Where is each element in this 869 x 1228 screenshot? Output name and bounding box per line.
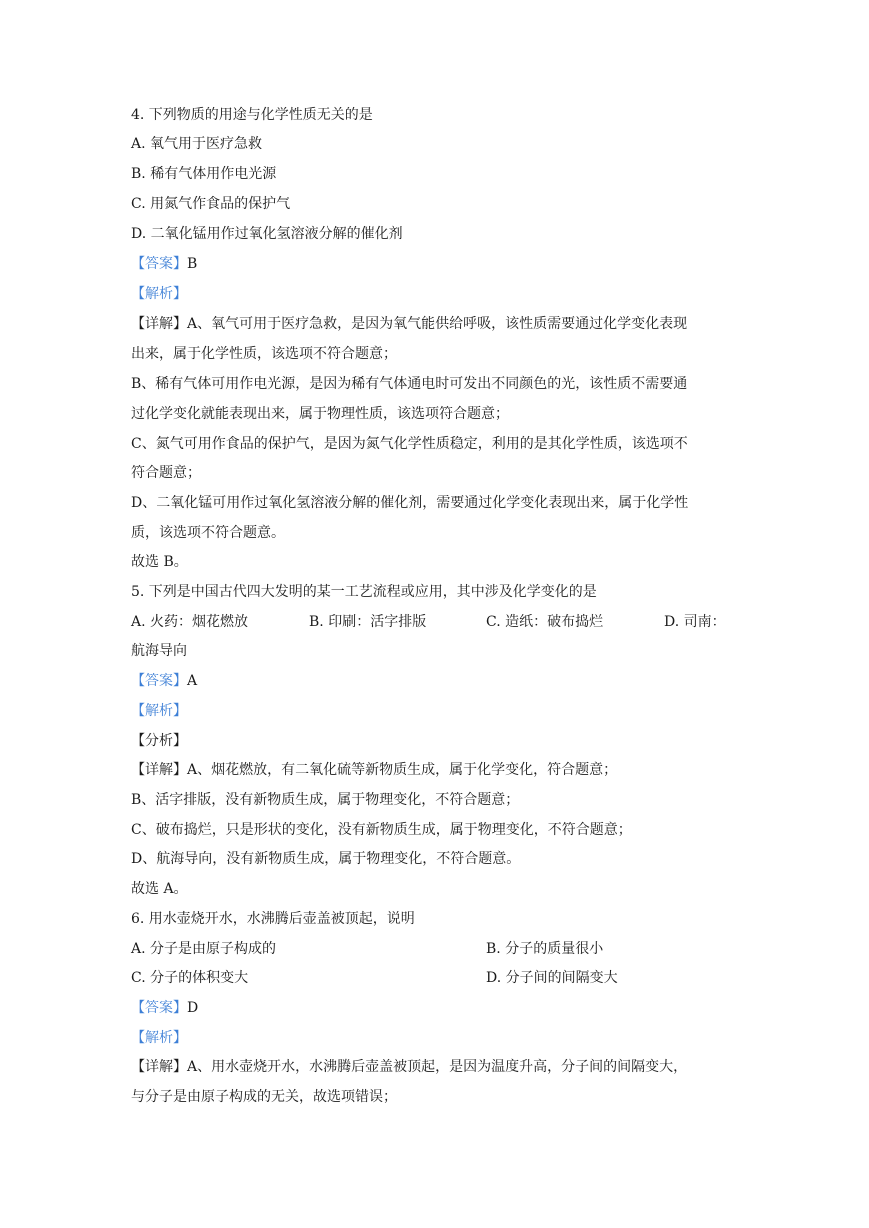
q4-detail-line: C、氮气可用作食品的保护气，是因为氮气化学性质稳定，利用的是其化学性质，该选项不 <box>131 436 688 452</box>
q6-answer <box>131 998 198 1018</box>
q6-detail-line: 与分子是由原子构成的无关，故选项错误； <box>131 1089 397 1105</box>
q5-option-c: C. 造纸：破布捣烂 <box>486 614 604 630</box>
q5-detail-line: B、活字排版，没有新物质生成，属于物理变化，不符合题意； <box>131 792 520 808</box>
q6-option-a: A. 分子是由原子构成的 <box>131 941 277 957</box>
q4-detail-line: D、二氧化锰可用作过氧化氢溶液分解的催化剂，需要通过化学变化表现出来，属于化学性 <box>131 495 689 511</box>
q6-option-c: C. 分子的体积变大 <box>131 970 249 986</box>
q4-detail-line: 出来，属于化学性质，该选项不符合题意； <box>131 346 397 362</box>
q5-analysis-tag: 【解析】 <box>131 703 187 719</box>
q5-option-d-continued: 航海导向 <box>131 643 187 659</box>
q6-option-b: B. 分子的质量很小 <box>486 941 604 957</box>
q5-detail-line: 【详解】A、烟花燃放，有二氧化硫等新物质生成，属于化学变化，符合题意； <box>131 762 618 778</box>
q6-option-d: D. 分子间的间隔变大 <box>486 970 618 986</box>
q5-detail-line: C、破布捣烂，只是形状的变化，没有新物质生成，属于物理变化，不符合题意； <box>131 822 632 838</box>
q4-detail-line: 过化学变化就能表现出来，属于物理性质，该选项符合题意； <box>131 406 509 422</box>
q4-detail-line: 【详解】A、氧气可用于医疗急救，是因为氧气能供给呼吸，该性质需要通过化学变化表现 <box>131 316 688 332</box>
q5-option-b: B. 印刷：活字排版 <box>309 614 427 630</box>
q5-detail-line: D、航海导向，没有新物质生成，属于物理变化，不符合题意。 <box>131 851 521 867</box>
q6-stem: 6. 用水壶烧开水，水沸腾后壶盖被顶起，说明 <box>131 911 415 927</box>
q4-option-c: C. 用氮气作食品的保护气 <box>131 196 291 212</box>
q4-detail-line: 质，该选项不符合题意。 <box>131 525 285 541</box>
answer-value: D <box>187 1000 199 1016</box>
answer-value: A <box>187 673 198 689</box>
answer-tag: 【答案】 <box>131 256 187 272</box>
answer-tag: 【答案】 <box>131 1000 187 1016</box>
q5-conclusion: 故选 A。 <box>131 881 188 897</box>
q5-stem: 5. 下列是中国古代四大发明的某一工艺流程或应用，其中涉及化学变化的是 <box>131 584 597 600</box>
q4-analysis-tag: 【解析】 <box>131 286 187 302</box>
q4-option-b: B. 稀有气体用作电光源 <box>131 166 277 182</box>
q4-detail-line: 符合题意； <box>131 465 201 481</box>
q4-option-d: D. 二氧化锰用作过氧化氢溶液分解的催化剂 <box>131 226 403 242</box>
q4-option-a: A. 氧气用于医疗急救 <box>131 136 263 152</box>
q5-fenxi: 【分析】 <box>131 733 187 749</box>
q4-detail-line: B、稀有气体可用作电光源，是因为稀有气体通电时可发出不同颜色的光，该性质不需要通 <box>131 376 688 392</box>
q6-analysis-tag: 【解析】 <box>131 1030 187 1046</box>
q5-answer <box>131 671 197 691</box>
q6-detail-line: 【详解】A、用水壶烧开水，水沸腾后壶盖被顶起，是因为温度升高，分子间的间隔变大， <box>131 1059 688 1075</box>
answer-value: B <box>187 256 198 272</box>
q4-answer <box>131 254 197 274</box>
q5-option-a: A. 火药：烟花燃放 <box>131 614 249 630</box>
q4-conclusion: 故选 B。 <box>131 554 188 570</box>
q4-stem: 4. 下列物质的用途与化学性质无关的是 <box>131 107 373 123</box>
answer-tag: 【答案】 <box>131 673 187 689</box>
q5-option-d: D. 司南： <box>664 614 726 630</box>
